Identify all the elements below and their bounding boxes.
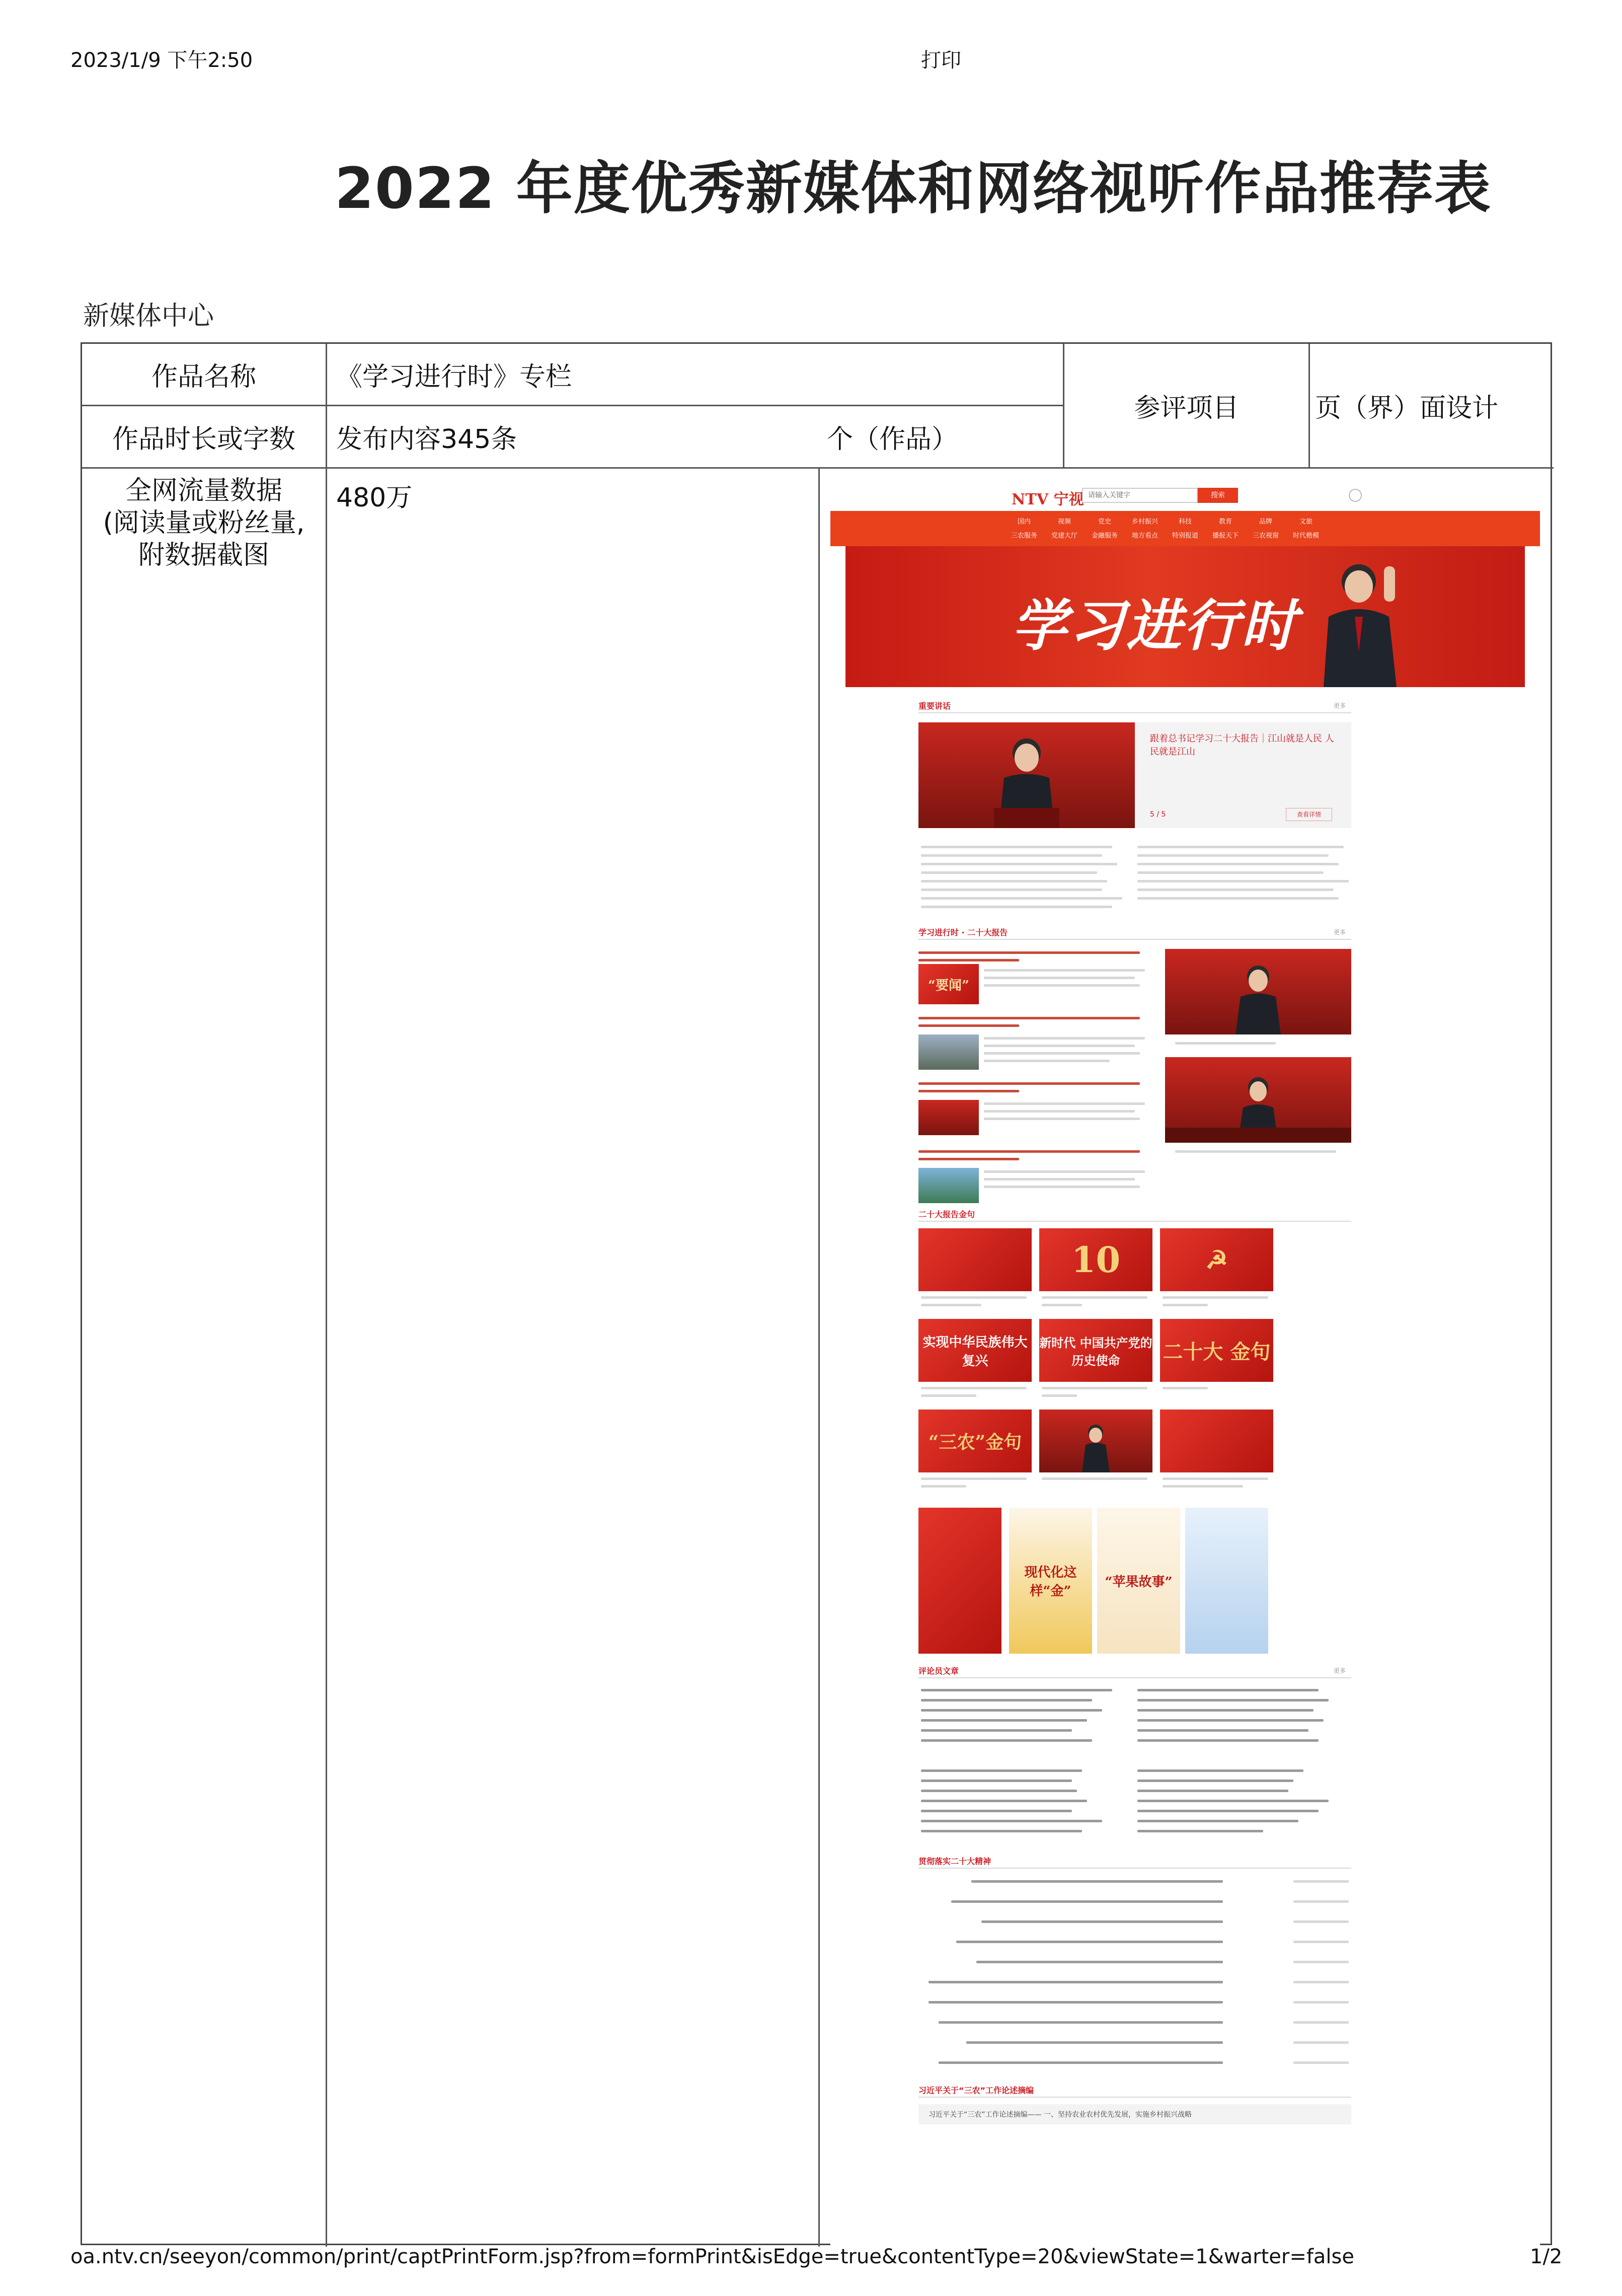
traffic-value: 480万: [336, 482, 413, 513]
report-thumb[interactable]: [918, 1100, 979, 1135]
section-title: 重要讲话: [918, 701, 951, 711]
nav-item[interactable]: 时代楷模: [1292, 532, 1319, 540]
leader-photo: [1308, 551, 1404, 687]
sannong-row[interactable]: [918, 2104, 1351, 2124]
form-rule: [326, 344, 327, 2247]
nav-item[interactable]: 文旅: [1299, 518, 1312, 526]
nav-item[interactable]: 乡村振兴: [1131, 518, 1158, 526]
page-screenshot: [830, 481, 1540, 2248]
category-value: 页（界）面设计: [1315, 393, 1499, 423]
caption-line: [1175, 1150, 1336, 1153]
nav-item[interactable]: 地方看点: [1131, 532, 1158, 540]
report-photo-large[interactable]: [1165, 1057, 1351, 1143]
quote-tile[interactable]: [918, 1228, 1032, 1291]
length-label: 作品时长或字数: [112, 424, 295, 455]
report-thumb[interactable]: [918, 1034, 979, 1070]
category-label: 参评项目: [1134, 393, 1239, 423]
section-rule: [918, 1221, 1351, 1222]
poster-tile[interactable]: [1009, 1508, 1092, 1654]
nav-item[interactable]: 播报天下: [1212, 532, 1239, 540]
section-title: 评论员文章: [918, 1666, 959, 1676]
report-photo-large[interactable]: [1165, 949, 1351, 1034]
site-topbar: [830, 481, 1540, 511]
more-link[interactable]: 更多: [1334, 929, 1346, 936]
form-rule: [1308, 344, 1310, 469]
nav-item[interactable]: 科技: [1178, 518, 1192, 526]
print-url: oa.ntv.cn/seeyon/common/print/captPrintForm.jsp?from=formPrint&isEdge=true&contentType=20&viewState=1&warter=false: [70, 2245, 1354, 2268]
more-link[interactable]: 更多: [1334, 702, 1346, 709]
report-thumb[interactable]: “要闻”: [918, 964, 979, 1004]
pager: 5 / 5: [1150, 810, 1166, 819]
search-input[interactable]: 请输入关键字: [1082, 488, 1198, 503]
hero-banner: [845, 546, 1525, 687]
nav-item[interactable]: 国内: [1017, 518, 1031, 526]
nav-item[interactable]: 特别报道: [1172, 532, 1198, 540]
section-title: 学习进行时 · 二十大报告: [918, 928, 1008, 937]
organization-label: 新媒体中心: [83, 301, 214, 331]
nav-item[interactable]: 党史: [1098, 518, 1111, 526]
headline-photo: [918, 722, 1135, 828]
site-nav: [830, 511, 1540, 546]
quote-tile[interactable]: [1160, 1410, 1273, 1472]
nav-item[interactable]: 党建大厅: [1051, 532, 1077, 540]
sannong-text[interactable]: 习近平关于“三农”工作论述摘编—— 一、坚持农业农村优先发展，实施乡村振兴战略: [929, 2111, 1192, 2119]
detail-button[interactable]: 查看详情: [1286, 808, 1332, 821]
form-rule: [82, 467, 1554, 469]
nav-item[interactable]: 视频: [1057, 518, 1071, 526]
poster-tile[interactable]: [1185, 1508, 1268, 1654]
search-button[interactable]: 搜索: [1198, 488, 1238, 503]
nav-item[interactable]: 教育: [1218, 518, 1232, 526]
print-datetime: 2023/1/9 下午2:50: [70, 49, 253, 72]
section-title: 贯彻落实二十大精神: [918, 1857, 991, 1866]
work-name-label: 作品名称: [151, 362, 256, 392]
quote-tile[interactable]: 新时代 中国共产党的历史使命: [1039, 1319, 1152, 1382]
section-title: 二十大报告金句: [918, 1210, 975, 1219]
section-rule: [918, 712, 1351, 713]
nav-item[interactable]: 三农服务: [1011, 532, 1037, 540]
quote-tile[interactable]: 10: [1039, 1228, 1152, 1291]
section-rule: [918, 1868, 1351, 1869]
caption-line: [1175, 1042, 1276, 1045]
quote-tile[interactable]: 实现中华民族伟大复兴: [918, 1319, 1032, 1382]
nav-item[interactable]: 金融服务: [1091, 532, 1118, 540]
poster-text: 现代化这样“金”: [1024, 1565, 1077, 1599]
page-number: 1/2: [1530, 2245, 1563, 2268]
poster-tile[interactable]: [918, 1508, 1001, 1654]
quote-tile[interactable]: [1039, 1410, 1152, 1472]
traffic-label: 全网流量数据 (阅读量或粉丝量, 附数据截图: [103, 476, 305, 570]
quote-tile[interactable]: 二十大 金句: [1160, 1319, 1273, 1382]
section-title: 习近平关于“三农”工作论述摘编: [918, 2086, 1034, 2095]
user-icon[interactable]: [1349, 489, 1362, 502]
print-header-label: 打印: [921, 49, 961, 72]
more-link[interactable]: 更多: [1334, 1667, 1346, 1674]
headline-card[interactable]: [1135, 722, 1351, 828]
length-value: 发布内容345条: [336, 424, 517, 455]
nav-item[interactable]: 品牌: [1259, 518, 1272, 526]
section-rule: [918, 2097, 1351, 2098]
banner-title: 学习进行时: [1012, 593, 1298, 658]
quote-tile[interactable]: ☭: [1160, 1228, 1273, 1291]
section-rule: [918, 1677, 1351, 1678]
work-name-value: 《学习进行时》专栏: [336, 362, 572, 392]
quote-tile[interactable]: “三农”金句: [918, 1410, 1032, 1472]
site-logo: NTV 宁视: [1012, 491, 1084, 508]
nav-item[interactable]: 三农视窗: [1252, 532, 1279, 540]
length-unit: 个（作品）: [827, 424, 958, 455]
form-rule: [818, 467, 820, 2247]
headline-title[interactable]: 跟着总书记学习二十大报告｜江山就是人民 人民就是江山: [1150, 733, 1334, 757]
section-rule: [918, 939, 1351, 940]
report-thumb[interactable]: [918, 1168, 979, 1203]
poster-tile[interactable]: [1097, 1508, 1180, 1654]
page-title: 2022 年度优秀新媒体和网络视听作品推荐表: [335, 156, 1492, 221]
poster-text: “苹果故事”: [1105, 1574, 1173, 1590]
